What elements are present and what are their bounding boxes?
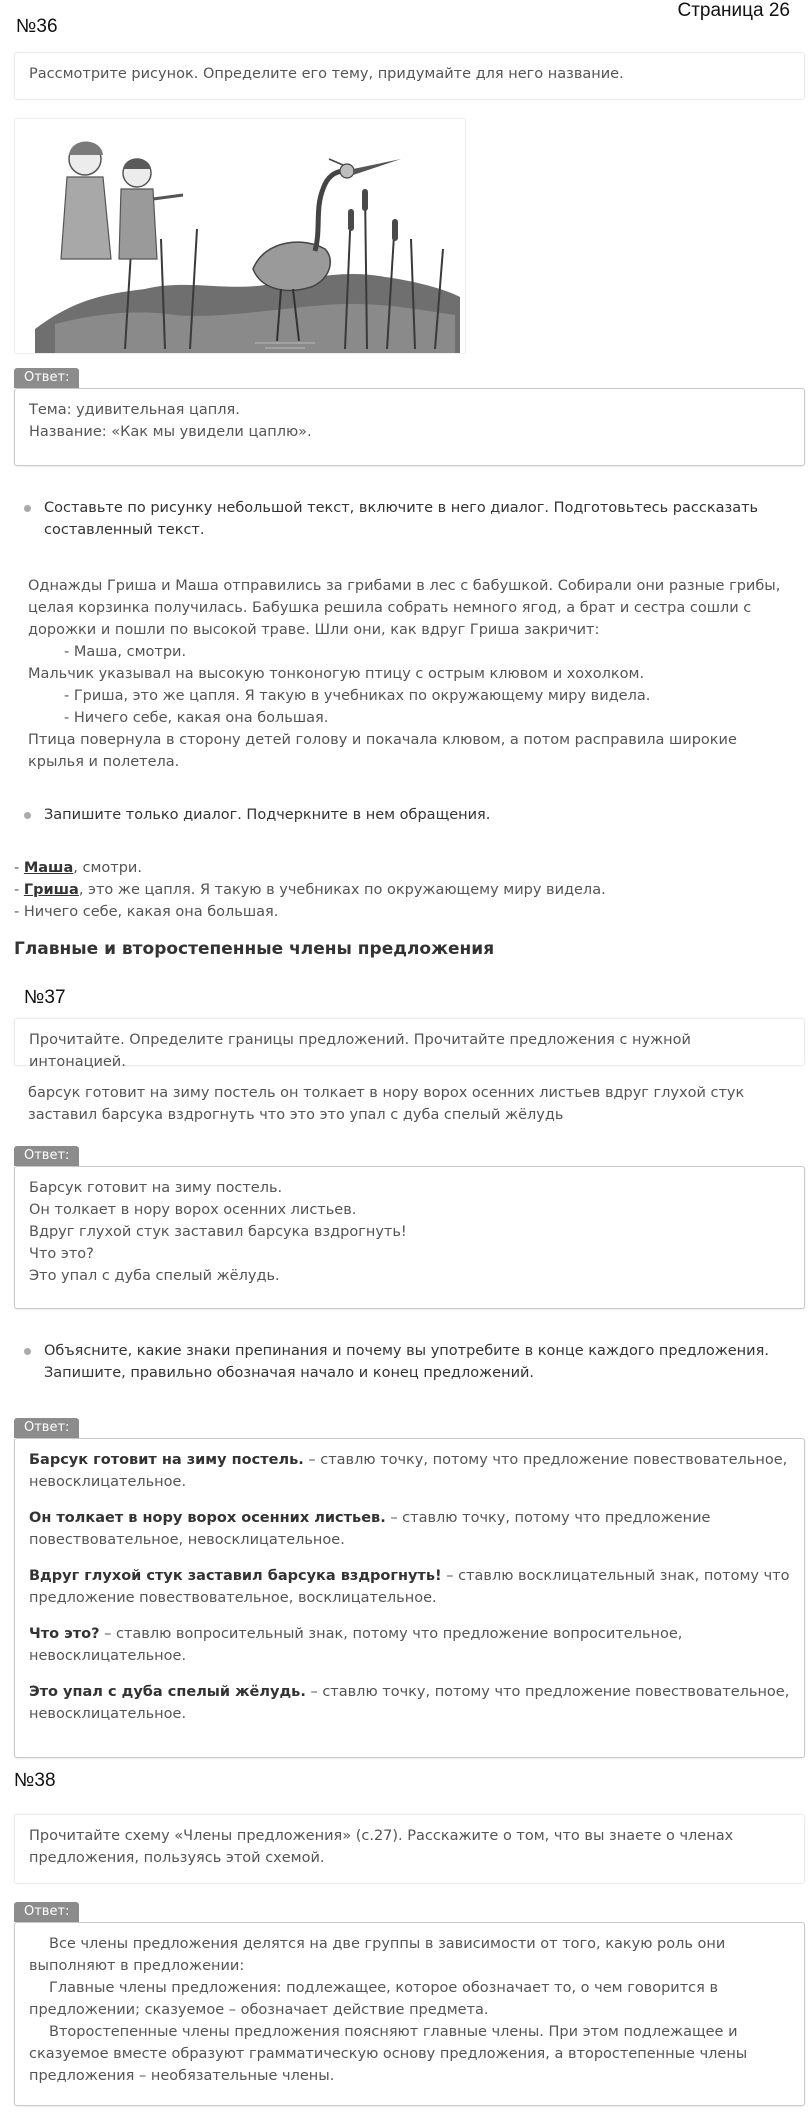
task-36-number: №36	[16, 16, 58, 37]
task-37-explanations	[14, 1438, 805, 1758]
answer-label: Ответ:	[14, 1146, 79, 1166]
explanation-text: – ставлю точку, потому что предложение повествовательное, невосклицательное.	[29, 1452, 788, 1490]
explanation-sentence: Это упал с дуба спелый жёлудь.	[29, 1684, 306, 1700]
answer-line: Что это?	[29, 1246, 94, 1262]
task-38-number: №38	[14, 1770, 56, 1791]
dialog-address: Маша	[23, 860, 74, 876]
answer-line: Тема: удивительная цапля.	[29, 402, 240, 418]
task-36-bullet-2: Запишите только диалог. Подчеркните в нем обращения.	[14, 804, 774, 826]
explanation	[29, 1623, 790, 1667]
dialog-dash: -	[14, 882, 24, 898]
explanation	[29, 1507, 790, 1551]
heron-illustration	[14, 118, 466, 354]
dialog-line	[14, 879, 794, 901]
explanation-sentence: Барсук готовит на зиму постель.	[29, 1452, 304, 1468]
dialog-address: Гриша	[23, 882, 79, 898]
task-38-answer	[14, 1922, 805, 2106]
explanation-text: – ставлю точку, потому что предложение повествовательное, невосклицательное.	[29, 1684, 790, 1722]
answer-line: Вдруг глухой стук заставил барсука вздрогнуть!	[29, 1224, 407, 1240]
raw-text: барсук готовит на зиму постель он толкает в нору ворох осенних листьев вдруг глухой стук заставил барсука вздрогнуть что это это упал с дуба спелый жёлудь	[28, 1085, 745, 1123]
story-text	[28, 575, 788, 773]
answer-paragraph: Все члены предложения делятся на две группы в зависимости от того, какую роль они выполняют в предложении:	[29, 1936, 726, 1974]
explanation	[29, 1449, 790, 1493]
section-title: Главные и второстепенные члены предложения	[14, 939, 495, 959]
explanation-text: – ставлю точку, потому что предложение повествовательное, невосклицательное.	[29, 1510, 711, 1548]
story-line: - Ничего себе, какая она большая.	[64, 710, 329, 726]
answer-paragraph: Второстепенные члены предложения поясняют главные члены. При этом подлежащее и сказуемое вместе образуют грамматическую основу предложения, а второстепенные члены предложения – необязательные члены.	[29, 2024, 748, 2084]
story-line: - Маша, смотри.	[64, 644, 187, 660]
answer-line: Название: «Как мы увидели цаплю».	[29, 424, 312, 440]
page-number: Страница 26	[677, 0, 790, 21]
explanation-text: – ставлю восклицательный знак, потому что предложение повествовательное, восклицательное.	[29, 1568, 790, 1606]
story-line: Мальчик указывал на высокую тонконогую птицу с острым клювом и хохолком.	[28, 666, 645, 682]
answer-label: Ответ:	[14, 1418, 79, 1438]
explanation-sentence: Вдруг глухой стук заставил барсука вздрогнуть!	[29, 1568, 442, 1584]
explanation-sentence: Он толкает в нору ворох осенних листьев.	[29, 1510, 386, 1526]
answer-line: Барсук готовит на зиму постель.	[29, 1180, 283, 1196]
task-37-number: №37	[24, 987, 66, 1008]
answer-label: Ответ:	[14, 368, 79, 388]
dialog-rest: , смотри.	[73, 860, 142, 876]
answer-line: Он толкает в нору ворох осенних листьев.	[29, 1202, 357, 1218]
story-line: - Гриша, это же цапля. Я такую в учебниках по окружающему миру видела.	[64, 688, 651, 704]
explanation	[29, 1565, 790, 1609]
task-36-bullet-1: Составьте по рисунку небольшой текст, включите в него диалог. Подготовьтесь рассказать составленный текст.	[14, 497, 774, 541]
explanation	[29, 1681, 790, 1725]
story-paragraph: Однажды Гриша и Маша отправились за грибами в лес с бабушкой. Собирали они разные грибы, целая корзинка получилась. Бабушка решила собрать немного ягод, а брат и сестра сошли с дорожки и пошли по высокой траве. Шли они, как вдруг Гриша закричит:	[28, 578, 781, 638]
task-36-instruction: Рассмотрите рисунок. Определите его тему, придумайте для него название.	[14, 52, 805, 100]
story-paragraph: Птица повернула в сторону детей голову и покачала клювом, а потом расправила широкие крылья и полетела.	[28, 732, 737, 770]
dialog-line: - Ничего себе, какая она большая.	[14, 904, 279, 920]
dialog-text	[14, 857, 794, 923]
dialog-rest: , это же цапля. Я такую в учебниках по окружающему миру видела.	[78, 882, 606, 898]
task-37-answer	[14, 1166, 805, 1309]
answer-label: Ответ:	[14, 1902, 79, 1922]
task-37-instruction: Прочитайте. Определите границы предложений. Прочитайте предложения с нужной интонацией.	[14, 1018, 805, 1066]
task-37-bullet: Объясните, какие знаки препинания и почему вы употребите в конце каждого предложения. Запишите, правильно обозначая начало и конец предложений.	[14, 1340, 774, 1384]
dialog-line	[14, 857, 794, 879]
explanation-sentence: Что это?	[29, 1626, 100, 1642]
task-38-instruction: Прочитайте схему «Члены предложения» (с.27). Расскажите о том, что вы знаете о членах предложения, пользуясь этой схемой.	[14, 1814, 805, 1884]
explanation-text: – ставлю вопросительный знак, потому что предложение вопросительное, невосклицательное.	[29, 1626, 683, 1664]
answer-line: Это упал с дуба спелый жёлудь.	[29, 1268, 280, 1284]
dialog-dash: -	[14, 860, 24, 876]
heron-drawing-icon	[15, 119, 466, 354]
answer-paragraph: Главные члены предложения: подлежащее, которое обозначает то, о чем говорится в предложении; сказуемое – обозначает действие предмета.	[29, 1980, 719, 2018]
task-36-answer	[14, 388, 805, 466]
